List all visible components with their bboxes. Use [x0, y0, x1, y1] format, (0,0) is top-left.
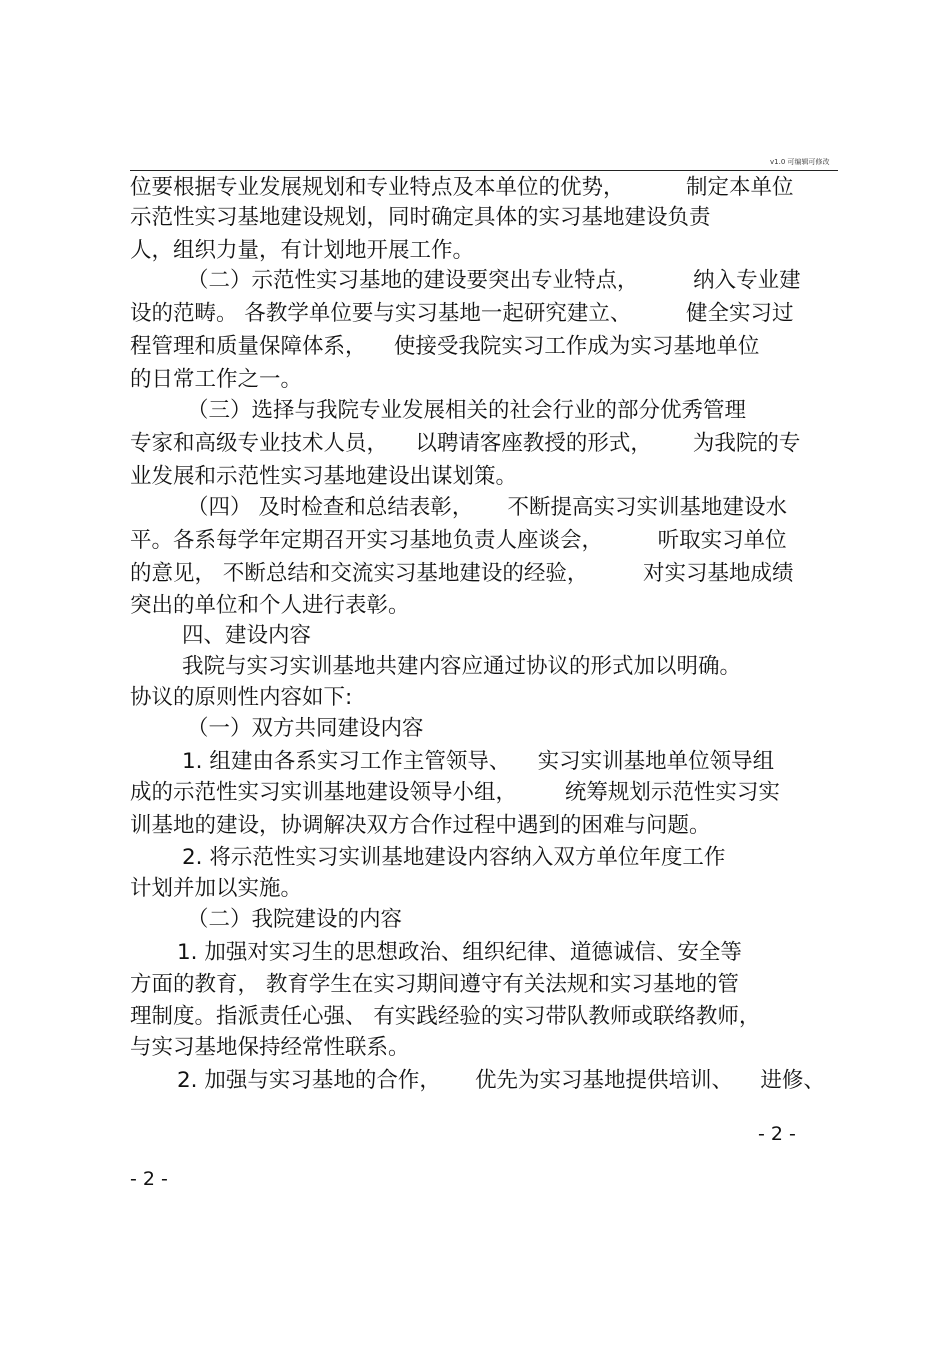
text-line: （二）我院建设的内容 [187, 907, 403, 932]
text-line: （二）示范性实习基地的建设要突出专业特点， 纳入专业建 [187, 268, 801, 293]
text-line: （四） 及时检查和总结表彰， 不断提高实习实训基地建设水 [187, 495, 788, 520]
text-line: 协议的原则性内容如下: [130, 685, 353, 710]
text-line: 理制度。指派责任心强、 有实践经验的实习带队教师或联络教师， [130, 1004, 761, 1029]
text-line: 示范性实习基地建设规划，同时确定具体的实习基地建设负责 [130, 205, 711, 230]
text-line: 人，组织力量，有计划地开展工作。 [130, 238, 475, 263]
text-line: 设的范畴。 各教学单位要与实习基地一起研究建立、 健全实习过 [130, 301, 794, 326]
text-line: 专家和高级专业技术人员， 以聘请客座教授的形式， 为我院的专 [130, 431, 801, 456]
text-line: 训基地的建设，协调解决双方合作过程中遇到的困难与问题。 [130, 813, 711, 838]
text-line: 的日常工作之一。 [130, 367, 303, 392]
text-line: （三）选择与我院专业发展相关的社会行业的部分优秀管理 [187, 398, 747, 423]
text-line: 1. 加强对实习生的思想政治、组织纪律、道德诚信、安全等 [177, 940, 742, 965]
text-line: 计划并加以实施。 [130, 876, 303, 901]
text-line: 位要根据专业发展规划和专业特点及本单位的优势， 制定本单位 [130, 175, 794, 200]
text-line: 四、建设内容 [182, 623, 312, 648]
text-line: 平。各系每学年定期召开实习基地负责人座谈会， 听取实习单位 [130, 528, 787, 553]
text-line: 方面的教育， 教育学生在实习期间遵守有关法规和实习基地的管 [130, 972, 739, 997]
text-line: 的意见， 不断总结和交流实习基地建设的经验， 对实习基地成绩 [130, 561, 794, 586]
text-line: 业发展和示范性实习基地建设出谋划策。 [130, 464, 518, 489]
text-line: 成的示范性实习实训基地建设领导小组， 统筹规划示范性实习实 [130, 780, 780, 805]
text-line: 与实习基地保持经常性联系。 [130, 1035, 410, 1060]
page-number-right: - 2 - [758, 1123, 796, 1145]
text-line: 突出的单位和个人进行表彰。 [130, 593, 410, 618]
version-tag: v1.0 可编辑可修改 [770, 158, 830, 166]
text-line: 程管理和质量保障体系， 使接受我院实习工作成为实习基地单位 [130, 334, 760, 359]
text-line: 我院与实习实训基地共建内容应通过协议的形式加以明确。 [182, 654, 742, 679]
text-line: 1. 组建由各系实习工作主管领导、 实习实训基地单位领导组 [182, 749, 775, 774]
text-line: 2. 将示范性实习实训基地建设内容纳入双方单位年度工作 [182, 845, 726, 870]
page-number-left: - 2 - [130, 1168, 168, 1190]
text-line: 2. 加强与实习基地的合作， 优先为实习基地提供培训、 进修、 [177, 1068, 825, 1093]
text-line: （一）双方共同建设内容 [187, 716, 424, 741]
header-rule [130, 170, 838, 171]
